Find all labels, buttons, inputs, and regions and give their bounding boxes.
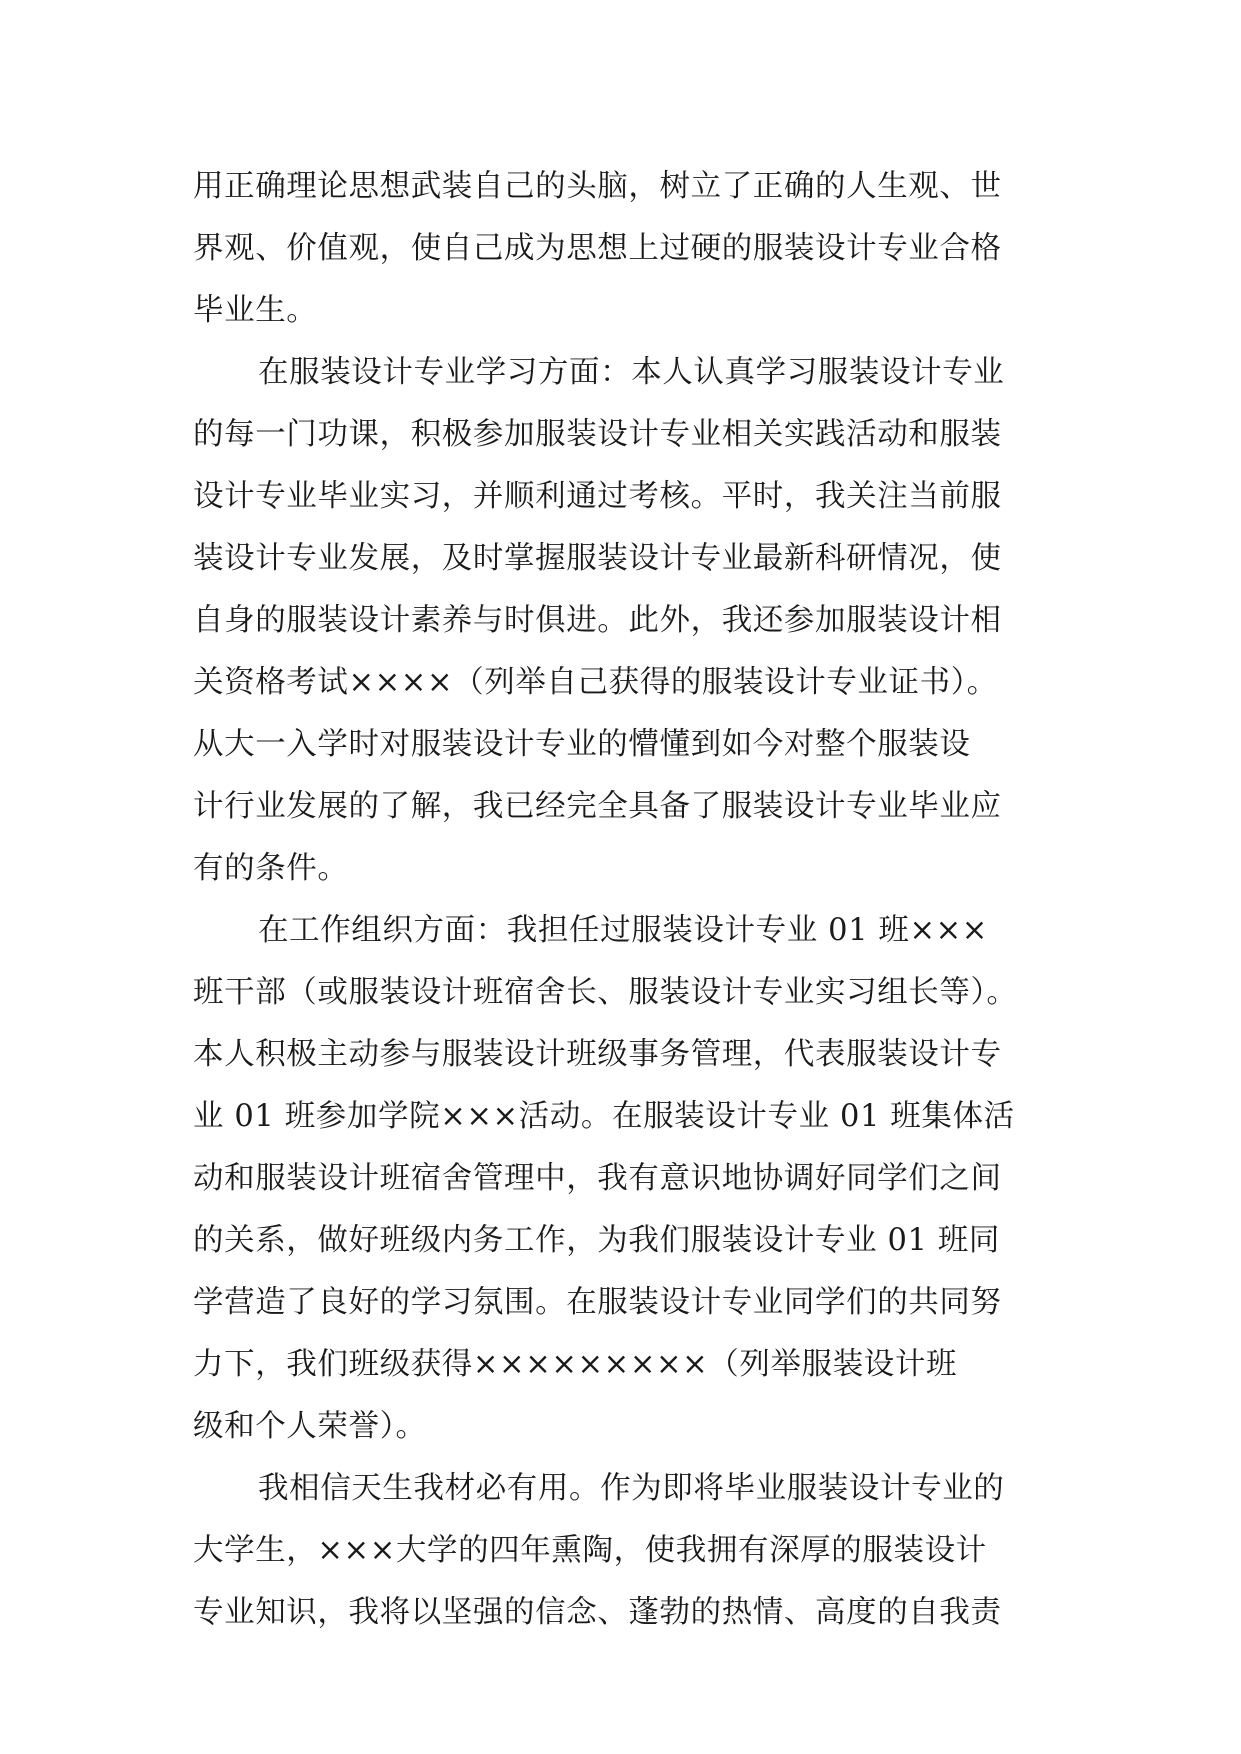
text-line: 的关系，做好班级内务工作，为我们服装设计专业 01 班同 [193,1223,1000,1258]
text-line: 从大一入学时对服装设计专业的懵懂到如今对整个服装设 [193,727,971,762]
text-line: 有的条件。 [193,851,349,886]
paragraph-first-line: 在服装设计专业学习方面：本人认真学习服装设计专业 [258,355,1005,390]
text-line: 界观、价值观，使自己成为思想上过硬的服装设计专业合格 [193,231,1002,266]
text-line: 设计专业毕业实习，并顺利通过考核。平时，我关注当前服 [193,479,1002,514]
text-line: 级和个人荣誉）。 [193,1409,427,1444]
paragraph-first-line: 在工作组织方面：我担任过服装设计专业 01 班××× [258,913,988,948]
text-line: 力下，我们班级获得×××××××××（列举服装设计班 [193,1347,958,1382]
text-line: 动和服装设计班宿舍管理中，我有意识地协调好同学们之间 [193,1161,1002,1196]
text-line: 班干部（或服装设计班宿舍长、服装设计专业实习组长等）。 [193,975,1018,1010]
text-line: 用正确理论思想武装自己的头脑，树立了正确的人生观、世 [193,169,1002,204]
text-line: 关资格考试××××（列举自己获得的服装设计专业证书）。 [193,665,998,700]
text-line: 业 01 班参加学院×××活动。在服装设计专业 01 班集体活 [193,1099,1015,1134]
text-line: 计行业发展的了解，我已经完全具备了服装设计专业毕业应 [193,789,1002,824]
text-line: 本人积极主动参与服装设计班级事务管理，代表服装设计专 [193,1037,1002,1072]
text-line: 学营造了良好的学习氛围。在服装设计专业同学们的共同努 [193,1285,1002,1320]
text-line: 装设计专业发展，及时掌握服装设计专业最新科研情况，使 [193,541,1002,576]
text-line: 的每一门功课，积极参加服装设计专业相关实践活动和服装 [193,417,1002,452]
document-body [193,156,1063,1644]
text-line: 自身的服装设计素养与时俱进。此外，我还参加服装设计相 [193,603,1002,638]
text-line: 大学生，×××大学的四年熏陶，使我拥有深厚的服装设计 [193,1533,987,1568]
paragraph-first-line: 我相信天生我材必有用。作为即将毕业服装设计专业的 [258,1471,1005,1506]
text-line: 毕业生。 [193,293,318,328]
text-line: 专业知识，我将以坚强的信念、蓬勃的热情、高度的自我责 [193,1595,1002,1630]
